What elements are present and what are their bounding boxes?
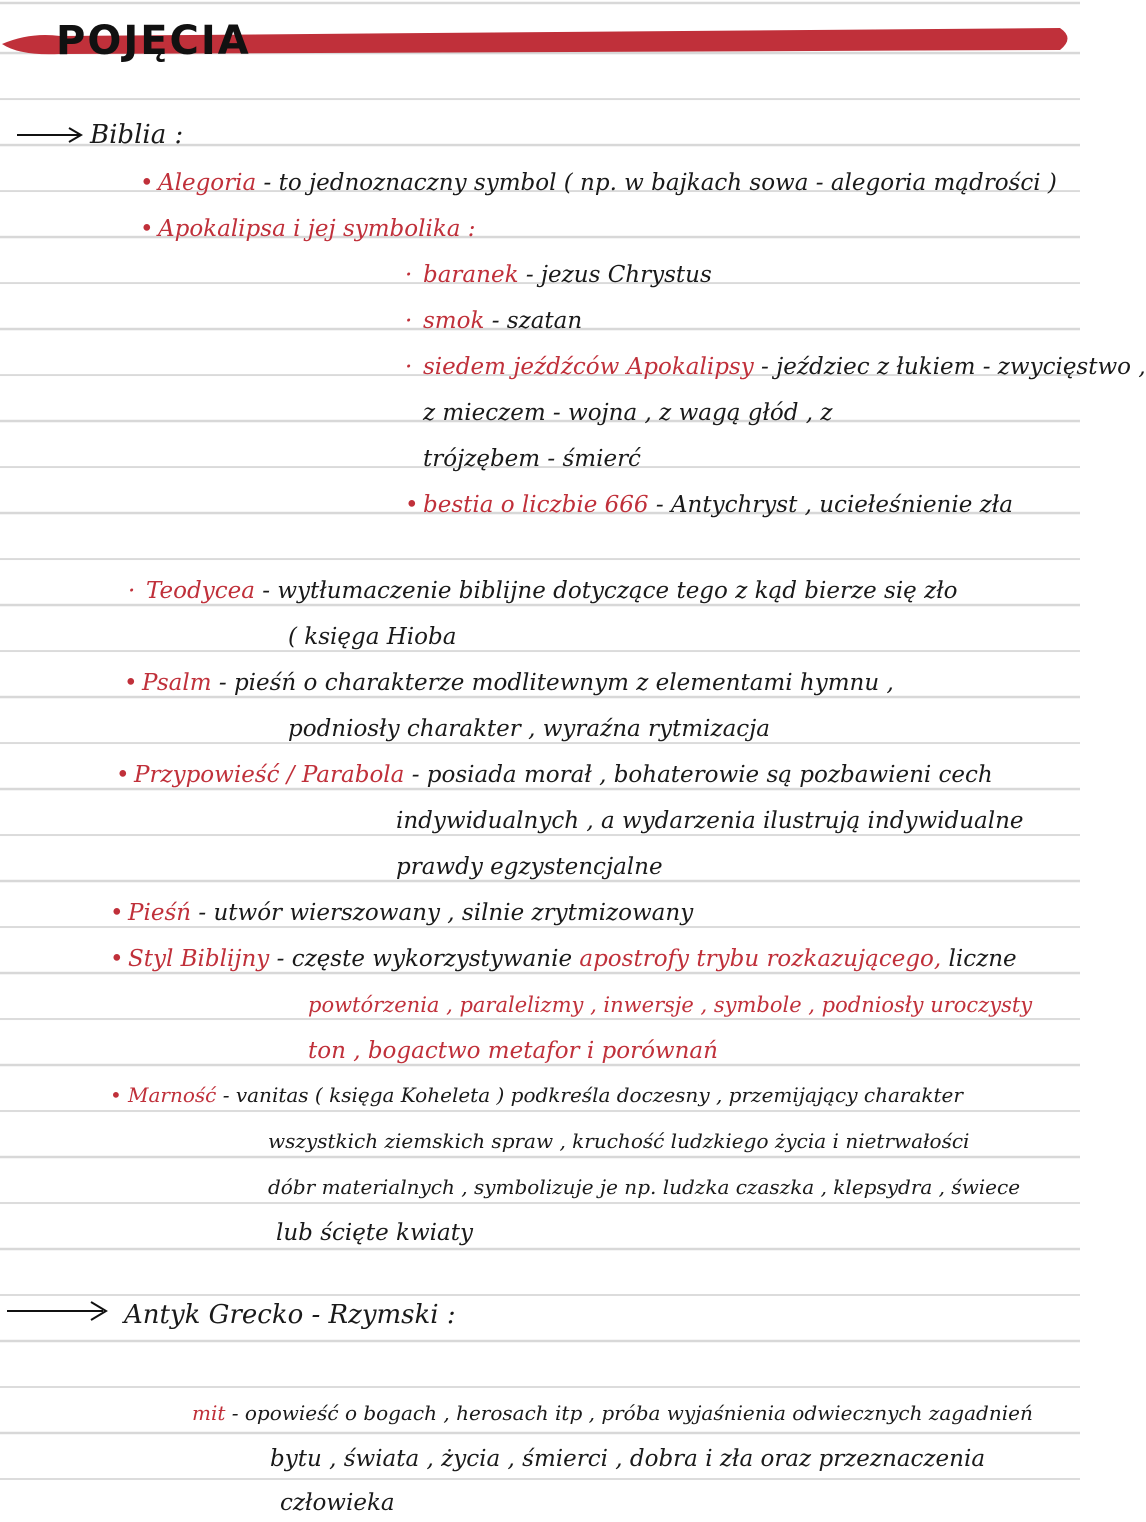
def-jezdzcy-3: trójzębem - śmierć [423, 446, 641, 472]
def-styl-1-red: apostrofy trybu rozkazującego, [579, 946, 942, 972]
def-baranek: - jezus Chrystus [525, 262, 712, 288]
def-psalm-2: podniosły charakter , wyraźna rytmizacja [288, 716, 771, 742]
term-baranek: baranek [423, 262, 519, 288]
def-psalm-1: - pieśń o charakterze modlitewnym z elementami hymnu , [218, 670, 894, 696]
def-styl-1-end: liczne [948, 946, 1017, 972]
def-styl-1: - częste wykorzystywanie [276, 946, 573, 972]
entry-alegoria: • Alegoria - to jednoznaczny symbol ( np. w bajkach sowa - alegoria mądrości ) [140, 170, 1057, 196]
def-styl-2: powtórzenia , paralelizmy , inwersje , symbole , podniosły uroczysty [308, 993, 1033, 1017]
def-przypowiesc-2: indywidualnych , a wydarzenia ilustrują indywidualne [396, 808, 1024, 834]
def-mit-1: - opowieść o bogach , herosach itp , próba wyjaśnienia odwiecznych zagadnień [231, 1401, 1033, 1425]
def-bestia: - Antychryst , uciełeśnienie zła [655, 492, 1013, 518]
term-psalm: Psalm [142, 670, 212, 696]
def-alegoria: - to jednoznaczny symbol ( np. w bajkach sowa - alegoria mądrości ) [263, 170, 1057, 196]
entry-przypowiesc: • Przypowieść / Parabola - posiada morał , bohaterowie są pozbawieni cech [116, 762, 993, 788]
term-bestia: bestia o liczbie 666 [423, 492, 649, 518]
def-teodycea-2: ( księga Hioba [288, 624, 457, 650]
def-mit-2: bytu , świata , życia , śmierci , dobra i zła oraz przeznaczenia [270, 1446, 986, 1472]
entry-apokalipsa: • Apokalipsa i jej symbolika : [140, 216, 476, 242]
term-apokalipsa: Apokalipsa i jej symbolika : [158, 216, 476, 242]
term-mit: mit [192, 1401, 226, 1425]
def-marnosc-3: dóbr materialnych , symbolizuje je np. ludzka czaszka , klepsydra , świece [268, 1175, 1021, 1199]
entry-jezdzcy: · siedem jeźdźców Apokalipsy - jeździec z łukiem - zwycięstwo , [405, 354, 1146, 380]
term-styl: Styl Biblijny [128, 946, 270, 972]
term-alegoria: Alegoria [158, 170, 257, 196]
def-marnosc-1: - vanitas ( księga Koheleta ) podkreśla doczesny , przemijający charakter [222, 1083, 963, 1107]
def-mit-3: człowieka [280, 1490, 395, 1516]
arrow-icon [15, 120, 85, 150]
term-teodycea: Teodycea [146, 578, 255, 604]
def-jezdzcy-1: - jeździec z łukiem - zwycięstwo , [761, 354, 1146, 380]
entry-piesn: • Pieśń - utwór wierszowany , silnie zrytmizowany [110, 900, 694, 926]
term-jezdzcy: siedem jeźdźców Apokalipsy [423, 354, 754, 380]
section-biblia: Biblia : [90, 120, 184, 150]
def-przypowiesc-1: - posiada morał , bohaterowie są pozbawieni cech [411, 762, 993, 788]
entry-mit [192, 1398, 1033, 1428]
term-piesn: Pieśń [128, 900, 192, 926]
entry-bestia: • bestia o liczbie 666 - Antychryst , uciełeśnienie zła [405, 492, 1013, 518]
def-piesn: - utwór wierszowany , silnie zrytmizowany [198, 900, 694, 926]
def-styl-3: ton , bogactwo metafor i porównań [308, 1038, 718, 1064]
entry-marnosc: • Marność - vanitas ( księga Koheleta ) podkreśla doczesny , przemijający charakter [110, 1083, 963, 1107]
term-przypowiesc: Przypowieść / Parabola [134, 762, 405, 788]
def-marnosc-4: lub ścięte kwiaty [276, 1220, 473, 1246]
page-title: POJĘCIA [56, 18, 251, 64]
entry-styl: • Styl Biblijny - częste wykorzystywanie apostrofy trybu rozkazującego, liczne [110, 946, 1017, 972]
def-przypowiesc-3: prawdy egzystencjalne [396, 854, 663, 880]
entry-smok: · smok - szatan [405, 308, 583, 334]
def-teodycea-1: - wytłumaczenie biblijne dotyczące tego z kąd bierze się zło [262, 578, 958, 604]
entry-teodycea: · Teodycea - wytłumaczenie biblijne dotyczące tego z kąd bierze się zło [128, 578, 958, 604]
term-smok: smok [423, 308, 485, 334]
entry-baranek: · baranek - jezus Chrystus [405, 262, 712, 288]
arrow-icon [5, 1296, 110, 1326]
def-smok: - szatan [491, 308, 583, 334]
section-antyk: Antyk Grecko - Rzymski : [124, 1300, 456, 1330]
def-marnosc-2: wszystkich ziemskich spraw , kruchość ludzkiego życia i nietrwałości [268, 1129, 970, 1153]
term-marnosc: Marność [128, 1083, 217, 1107]
def-jezdzcy-2: z mieczem - wojna , z wagą głód , z [423, 400, 833, 426]
entry-psalm: • Psalm - pieśń o charakterze modlitewnym z elementami hymnu , [124, 670, 894, 696]
